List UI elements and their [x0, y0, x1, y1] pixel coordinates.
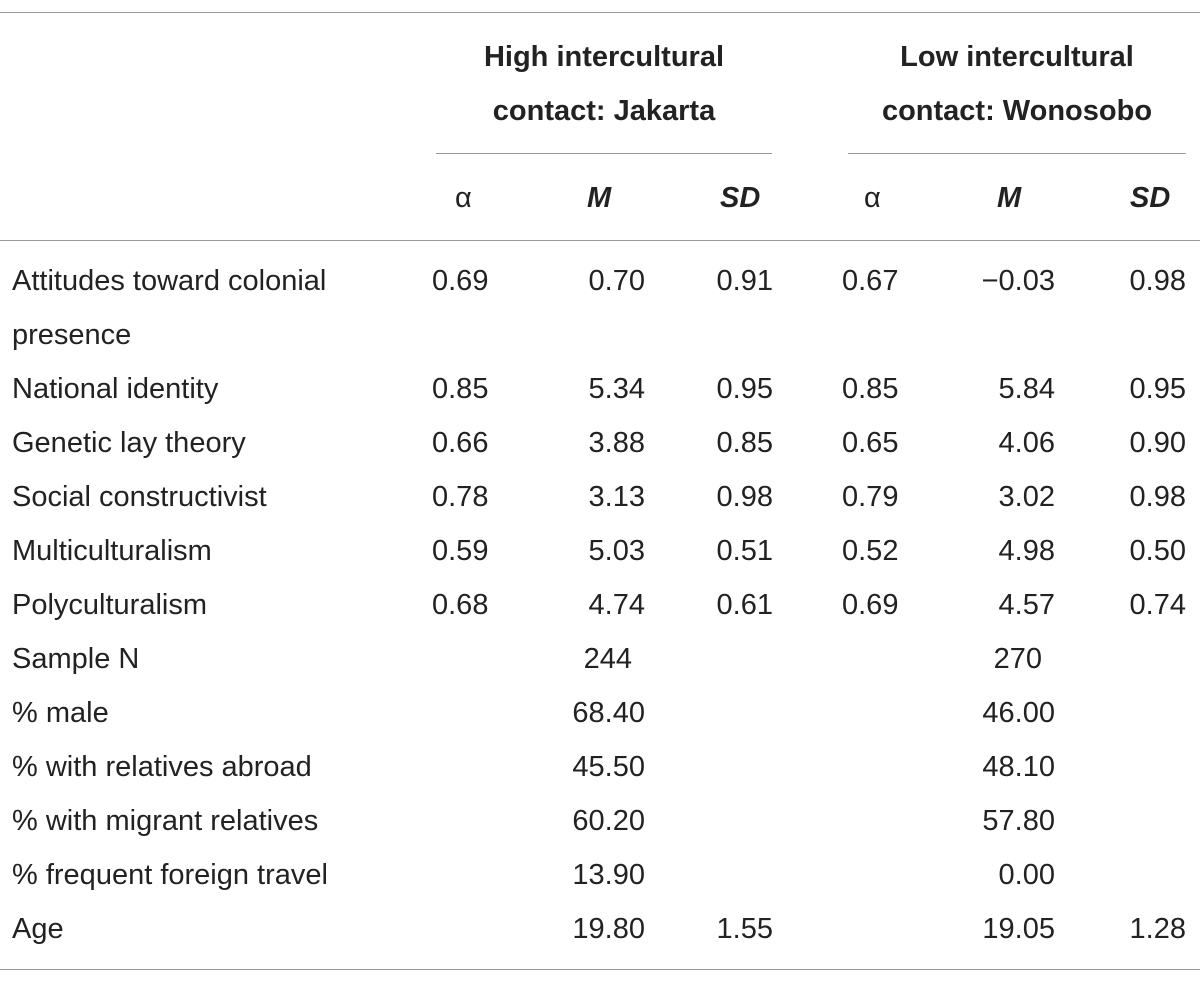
col-header-mean-jakarta: M — [587, 182, 612, 214]
table-row — [0, 686, 1200, 740]
cell-alpha-wonosobo: 0.85 — [842, 373, 899, 405]
col-header-mean-wonosobo: M — [997, 182, 1022, 214]
row-label: % with relatives abroad — [12, 751, 312, 783]
cell-mean-wonosobo: 4.98 — [998, 535, 1055, 567]
group-header-line: contact: Wonosobo — [881, 95, 1153, 127]
table-bottom-rule — [0, 969, 1200, 970]
row-label: Sample N — [12, 643, 140, 675]
row-label — [12, 254, 392, 362]
cell-mean-jakarta: 19.80 — [572, 913, 645, 945]
cell-mean-wonosobo: 270 — [993, 643, 1042, 675]
table-row — [0, 794, 1200, 848]
cell-alpha-jakarta: 0.66 — [432, 427, 489, 459]
col-header-alpha-wonosobo: α — [864, 182, 881, 214]
row-label-line: Attitudes toward colonial — [12, 265, 327, 297]
cell-mean-jakarta: 45.50 — [572, 751, 645, 783]
group-rule-wonosobo — [848, 153, 1186, 154]
cell-sd-jakarta: 1.55 — [716, 913, 773, 945]
row-label-line: presence — [12, 319, 132, 351]
cell-mean-jakarta: 5.03 — [588, 535, 645, 567]
group-header-line: Low intercultural — [900, 41, 1134, 73]
row-label: % frequent foreign travel — [12, 859, 328, 891]
cell-mean-jakarta: 60.20 — [572, 805, 645, 837]
row-label: % with migrant relatives — [12, 805, 319, 837]
cell-mean-wonosobo: 48.10 — [982, 751, 1055, 783]
cell-sd-wonosobo: 0.50 — [1129, 535, 1186, 567]
cell-alpha-jakarta: 0.85 — [432, 373, 489, 405]
cell-mean-wonosobo: 4.06 — [998, 427, 1055, 459]
table-row — [0, 848, 1200, 902]
cell-sd-wonosobo: 0.95 — [1129, 373, 1186, 405]
cell-sd-jakarta: 0.85 — [716, 427, 773, 459]
row-label: Multiculturalism — [12, 535, 212, 567]
cell-alpha-jakarta: 0.78 — [432, 481, 489, 513]
cell-sd-jakarta: 0.95 — [716, 373, 773, 405]
cell-sd-jakarta: 0.51 — [716, 535, 773, 567]
cell-mean-wonosobo: 46.00 — [982, 697, 1055, 729]
cell-sd-wonosobo: 0.98 — [1129, 265, 1186, 297]
group-header-wonosobo — [848, 30, 1186, 138]
cell-alpha-wonosobo: 0.52 — [842, 535, 899, 567]
cell-sd-wonosobo: 0.74 — [1129, 589, 1186, 621]
table-row — [0, 524, 1200, 578]
cell-alpha-wonosobo: 0.79 — [842, 481, 899, 513]
cell-alpha-wonosobo: 0.65 — [842, 427, 899, 459]
cell-alpha-jakarta: 0.68 — [432, 589, 489, 621]
table-row — [0, 740, 1200, 794]
table-row — [0, 578, 1200, 632]
cell-mean-wonosobo: 3.02 — [998, 481, 1055, 513]
cell-mean-jakarta: 4.74 — [588, 589, 645, 621]
table-row — [0, 416, 1200, 470]
group-header-line: High intercultural — [483, 41, 725, 73]
col-header-alpha-jakarta: α — [455, 182, 472, 214]
row-label: Social constructivist — [12, 481, 267, 513]
cell-alpha-jakarta: 0.59 — [432, 535, 489, 567]
cell-mean-wonosobo: −0.03 — [981, 265, 1055, 297]
group-header-line: contact: Jakarta — [492, 95, 716, 127]
row-label: Age — [12, 913, 64, 945]
row-label: National identity — [12, 373, 219, 405]
cell-mean-jakarta: 0.70 — [588, 265, 645, 297]
table-top-rule — [0, 12, 1200, 13]
table-row — [0, 254, 1200, 362]
cell-sd-wonosobo: 0.90 — [1129, 427, 1186, 459]
cell-mean-wonosobo: 4.57 — [998, 589, 1055, 621]
cell-sd-jakarta: 0.61 — [716, 589, 773, 621]
row-label: Polyculturalism — [12, 589, 207, 621]
cell-mean-jakarta: 3.13 — [588, 481, 645, 513]
cell-alpha-wonosobo: 0.69 — [842, 589, 899, 621]
table-row — [0, 632, 1200, 686]
cell-mean-jakarta: 3.88 — [588, 427, 645, 459]
cell-mean-wonosobo: 57.80 — [982, 805, 1055, 837]
cell-mean-jakarta: 13.90 — [572, 859, 645, 891]
group-rule-jakarta — [436, 153, 772, 154]
cell-alpha-jakarta: 0.69 — [432, 265, 489, 297]
col-header-sd-wonosobo: SD — [1130, 182, 1171, 214]
cell-mean-jakarta: 244 — [583, 643, 632, 675]
cell-sd-jakarta: 0.91 — [716, 265, 773, 297]
cell-mean-wonosobo: 5.84 — [998, 373, 1055, 405]
row-label: Genetic lay theory — [12, 427, 246, 459]
table-row — [0, 902, 1200, 956]
cell-sd-wonosobo: 0.98 — [1129, 481, 1186, 513]
cell-sd-jakarta: 0.98 — [716, 481, 773, 513]
cell-alpha-wonosobo: 0.67 — [842, 265, 899, 297]
col-header-sd-jakarta: SD — [720, 182, 761, 214]
header-rule — [0, 240, 1200, 241]
cell-mean-jakarta: 5.34 — [588, 373, 645, 405]
cell-sd-wonosobo: 1.28 — [1129, 913, 1186, 945]
cell-mean-wonosobo: 19.05 — [982, 913, 1055, 945]
table-row — [0, 362, 1200, 416]
cell-mean-wonosobo: 0.00 — [998, 859, 1055, 891]
table-row — [0, 470, 1200, 524]
group-header-jakarta — [436, 30, 772, 138]
row-label: % male — [12, 697, 109, 729]
cell-mean-jakarta: 68.40 — [572, 697, 645, 729]
